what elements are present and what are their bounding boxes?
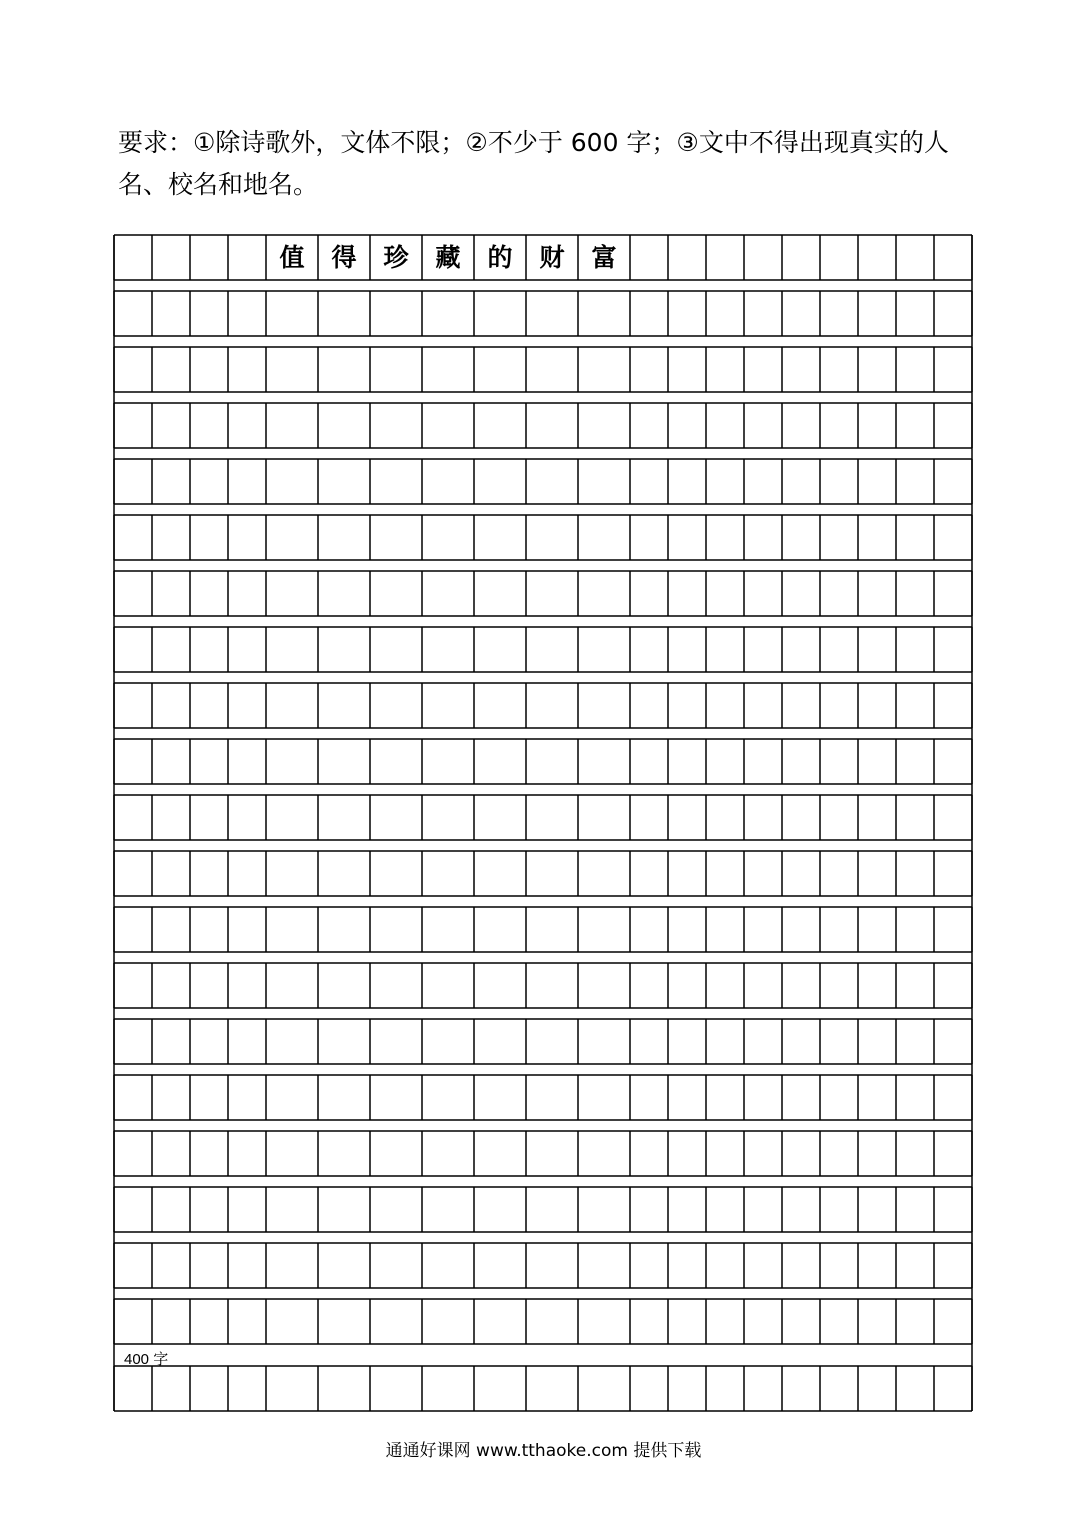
requirements-line-2: 名、校名和地名。 bbox=[118, 170, 319, 199]
essay-title-char: 藏 bbox=[435, 243, 461, 272]
essay-title-char: 财 bbox=[539, 243, 565, 272]
essay-title-char: 的 bbox=[487, 243, 513, 272]
requirements-line-1: 要求：①除诗歌外，文体不限；②不少于 600 字；③文中不得出现真实的人 bbox=[118, 128, 949, 157]
essay-title-char: 得 bbox=[331, 243, 357, 272]
essay-title-char: 珍 bbox=[383, 243, 409, 272]
footer-credit: 通通好课网 www.tthaoke.com 提供下载 bbox=[385, 1441, 702, 1461]
essay-title-char: 富 bbox=[591, 243, 617, 272]
word-count-marker: 400 字 bbox=[124, 1351, 169, 1368]
essay-title-char: 值 bbox=[279, 243, 305, 272]
